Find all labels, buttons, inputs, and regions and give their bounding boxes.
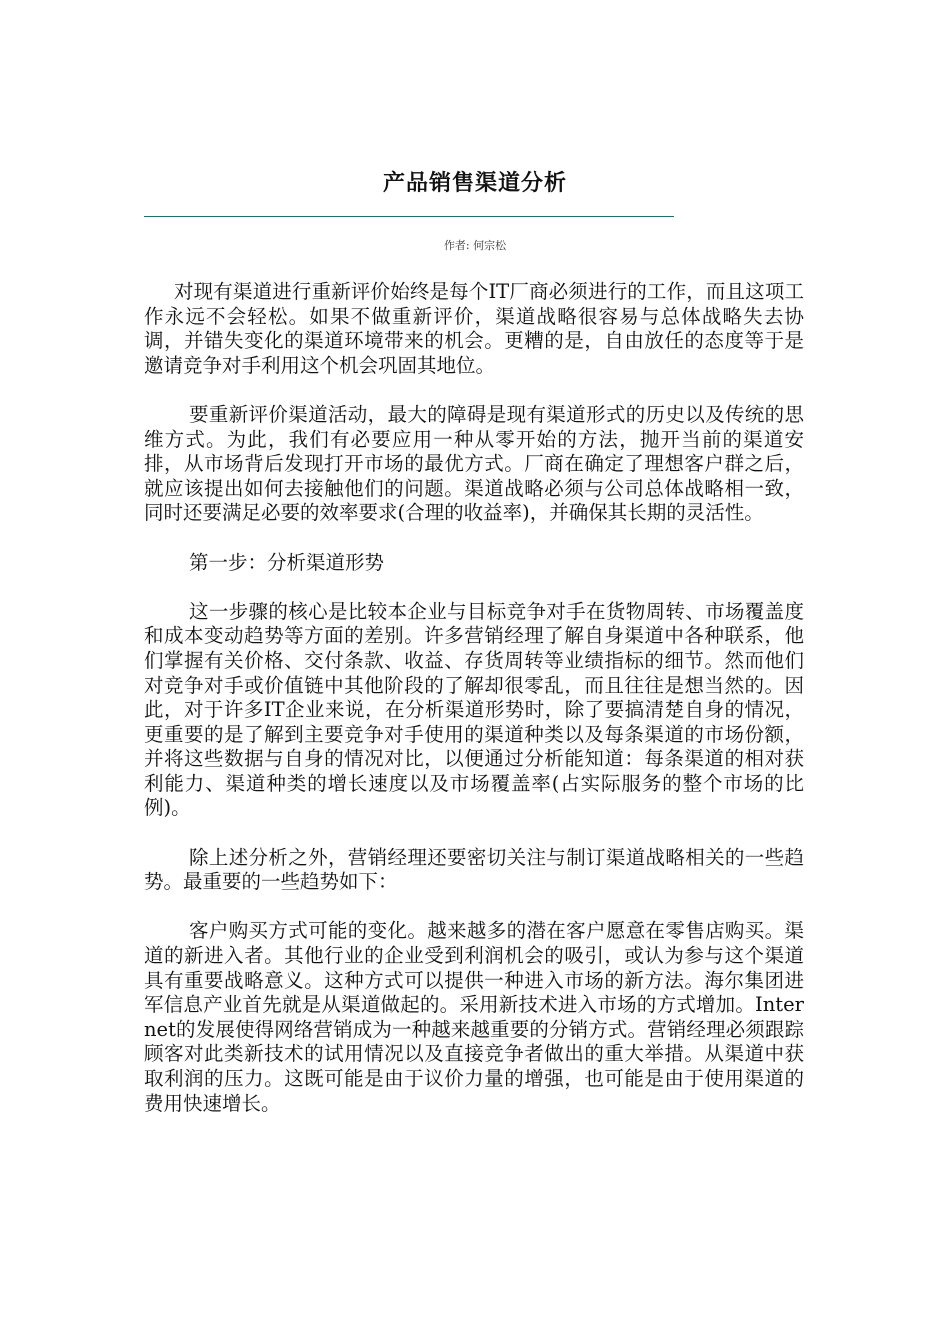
- paragraph: 这一步骤的核心是比较本企业与目标竞争对手在货物周转、市场覆盖度和成本变动趋势等方面的差别。许多营销经理了解自身渠道中各种联系，他们掌握有关价格、交付条款、收益、存货周转等业绩指标的细节。然而他们对竞争对手或价值链中其他阶段的了解却很零乱，而且往往是想当然的。因此，对于许多IT企业来说，在分析渠道形势时，除了要搞清楚自身的情况，更重要的是了解到主要竞争对手使用的渠道种类以及每条渠道的市场份额，并将这些数据与自身的情况对比，以便通过分析能知道：每条渠道的相对获利能力、渠道种类的增长速度以及市场覆盖率(占实际服务的整个市场的比例)。: [144, 599, 804, 820]
- title-divider: [144, 216, 674, 217]
- paragraph-spacer: [144, 895, 804, 920]
- document-title: 产品销售渠道分析: [382, 170, 567, 196]
- paragraph: 客户购买方式可能的变化。越来越多的潜在客户愿意在零售店购买。渠道的新进入者。其他行业的企业受到利润机会的吸引，或认为参与这个渠道具有重要战略意义。这种方式可以提供一种进入市场的新方法。海尔集团进军信息产业首先就是从渠道做起的。采用新技术进入市场的方式增加。Internet的发展使得网络营销成为一种越来越重要的分销方式。营销经理必须跟踪顾客对此类新技术的试用情况以及直接竞争者做出的重大举措。从渠道中获取利润的压力。这既可能是由于议价力量的增强，也可能是由于使用渠道的费用快速增长。: [144, 919, 804, 1115]
- paragraph-spacer: [144, 821, 804, 846]
- section-heading: 第一步：分析渠道形势: [189, 550, 385, 574]
- paragraph: 除上述分析之外，营销经理还要密切关注与制订渠道战略相关的一些趋势。最重要的一些趋势如下：: [144, 845, 804, 894]
- paragraph-spacer: [144, 526, 804, 551]
- document-body: [144, 280, 804, 1116]
- paragraph: 对现有渠道进行重新评价始终是每个IT厂商必须进行的工作，而且这项工作永远不会轻松。如果不做重新评价，渠道战略很容易与总体战略失去协调，并错失变化的渠道环境带来的机会。更糟的是，自由放任的态度等于是邀请竞争对手利用这个机会巩固其地位。: [144, 280, 804, 377]
- author-line: 作者: 何宗松: [443, 239, 507, 252]
- paragraph-spacer: [144, 575, 804, 600]
- paragraph: 要重新评价渠道活动，最大的障碍是现有渠道形式的历史以及传统的思维方式。为此，我们有必要应用一种从零开始的方法，抛开当前的渠道安排，从市场背后发现打开市场的最优方式。厂商在确定了理想客户群之后，就应该提出如何去接触他们的问题。渠道战略必须与公司总体战略相一致，同时还要满足必要的效率要求(合理的收益率)，并确保其长期的灵活性。: [144, 402, 804, 525]
- paragraph-spacer: [144, 378, 804, 403]
